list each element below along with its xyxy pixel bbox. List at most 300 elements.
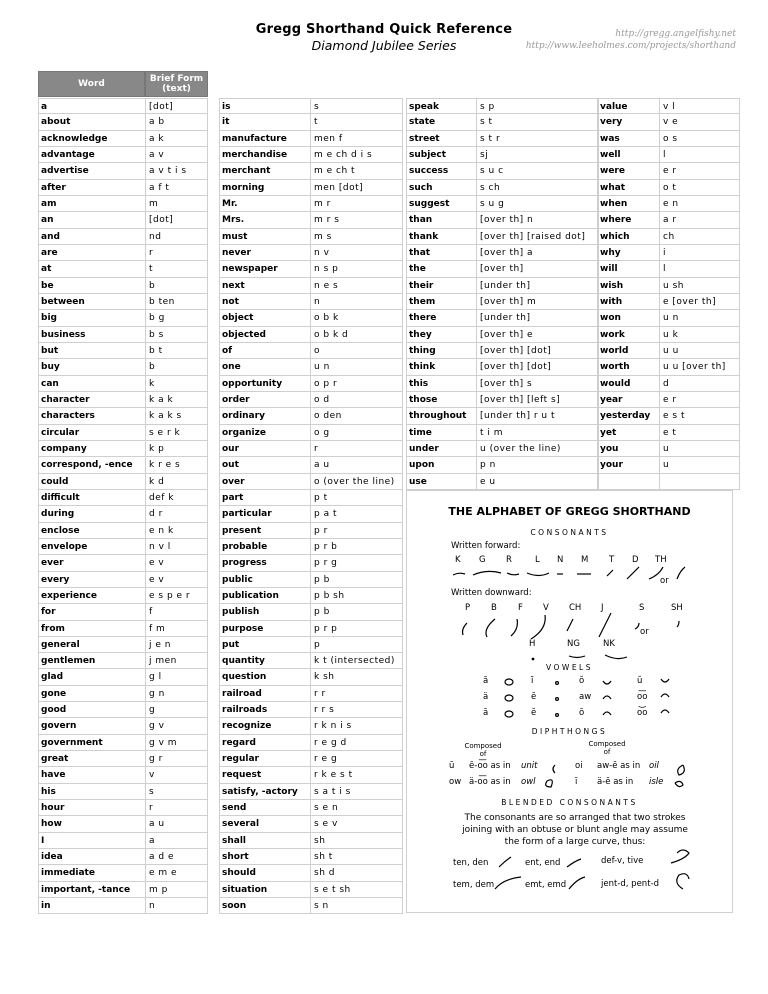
word-cell: worth [597, 359, 659, 374]
diphthongs-heading: DIPHTHONGS [531, 727, 608, 736]
stroke-s2 [677, 621, 679, 627]
brief-form-cell: e t [659, 425, 740, 440]
table-row [38, 849, 208, 865]
table-row [406, 294, 599, 310]
brief-form-cell: o g [310, 425, 403, 440]
vowel-label: ĭ [531, 676, 534, 686]
word-cell: those [406, 392, 476, 407]
table-row [597, 343, 740, 359]
word-cell: company [38, 441, 145, 456]
column-2 [219, 98, 403, 914]
brief-form-cell: o den [310, 408, 403, 423]
word-cell: was [597, 131, 659, 146]
brief-form-cell: [over th] e [476, 327, 599, 342]
table-row [38, 278, 208, 294]
word-cell: next [219, 278, 310, 293]
table-row [406, 114, 599, 130]
letter-p: P [465, 603, 471, 613]
blend-stroke-6 [677, 874, 689, 889]
table-row [38, 261, 208, 277]
word-cell: won [597, 310, 659, 325]
word-cell: acknowledge [38, 131, 145, 146]
word-cell: character [38, 392, 145, 407]
stroke-k [453, 573, 465, 575]
brief-form-cell: r k e s t [310, 767, 403, 782]
composed-of-label-2: Composed of [588, 740, 626, 756]
word-cell: Mr. [219, 196, 310, 211]
word-cell: such [406, 180, 476, 195]
table-row [219, 212, 403, 228]
table-row [597, 474, 740, 490]
brief-form-cell: a [145, 833, 208, 848]
diphthong-text: oil [649, 761, 659, 771]
brief-form-cell: s n [310, 898, 403, 913]
table-row [219, 637, 403, 653]
stroke-nk [605, 655, 627, 659]
diphthong-text: ū [449, 761, 455, 771]
table-row [597, 196, 740, 212]
word-cell: soon [219, 898, 310, 913]
table-row [38, 131, 208, 147]
word-cell: suggest [406, 196, 476, 211]
table-row [219, 572, 403, 588]
table-row [406, 98, 599, 114]
word-cell: characters [38, 408, 145, 423]
brief-form-cell: f m [145, 621, 208, 636]
vowel-label: ă [483, 676, 489, 686]
brief-form-cell: n e s [310, 278, 403, 293]
table-row [406, 180, 599, 196]
brief-form-cell: m e ch d i s [310, 147, 403, 162]
word-cell: part [219, 490, 310, 505]
brief-form-cell: i [659, 245, 740, 260]
brief-form-cell: v l [659, 99, 740, 113]
table-row [597, 245, 740, 261]
word-cell: glad [38, 669, 145, 684]
word-cell: opportunity [219, 376, 310, 391]
diphthong-text: isle [649, 777, 664, 787]
brief-form-cell: o [310, 343, 403, 358]
word-cell: send [219, 800, 310, 815]
table-row [38, 784, 208, 800]
brief-form-cell: s [145, 784, 208, 799]
word-cell: idea [38, 849, 145, 864]
word-cell: order [219, 392, 310, 407]
letter-s: S [639, 603, 645, 613]
brief-form-cell: a d e [145, 849, 208, 864]
word-cell: time [406, 425, 476, 440]
vowel-sign-i [556, 682, 559, 685]
table-row [219, 392, 403, 408]
word-cell: immediate [38, 865, 145, 880]
header-word: Word [38, 71, 145, 97]
word-cell: never [219, 245, 310, 260]
brief-form-cell: b s [145, 327, 208, 342]
word-cell: is [219, 99, 310, 113]
word-cell: buy [38, 359, 145, 374]
word-cell: their [406, 278, 476, 293]
word-cell: request [219, 767, 310, 782]
brief-form-cell: l [659, 147, 740, 162]
table-row [38, 359, 208, 375]
brief-form-cell: u n [310, 359, 403, 374]
brief-form-cell: r k n i s [310, 718, 403, 733]
stroke-g [473, 571, 501, 575]
table-row [38, 327, 208, 343]
table-header [38, 71, 208, 97]
table-row [219, 702, 403, 718]
word-cell: from [38, 621, 145, 636]
stroke-f [511, 619, 517, 636]
table-row [38, 637, 208, 653]
table-row [219, 669, 403, 685]
table-row [38, 833, 208, 849]
brief-form-cell: u n [659, 310, 740, 325]
table-row [597, 408, 740, 424]
table-row [597, 212, 740, 228]
table-row [38, 865, 208, 881]
word-cell: it [219, 114, 310, 129]
word-cell: publication [219, 588, 310, 603]
brief-form-cell: e s p e r [145, 588, 208, 603]
word-cell: a [38, 99, 145, 113]
brief-form-cell: r [310, 441, 403, 456]
brief-form-cell: l [659, 261, 740, 276]
word-cell: particular [219, 506, 310, 521]
brief-form-cell: k r e s [145, 457, 208, 472]
stroke-p [463, 623, 468, 635]
word-cell: about [38, 114, 145, 129]
blended-description: The consonants are so arranged that two strokes joining with an obtuse or blunt angle may assume the form of a large curve, thus: [462, 813, 688, 847]
brief-form-cell: p [310, 637, 403, 652]
brief-form-cell: p r b [310, 539, 403, 554]
table-row [597, 441, 740, 457]
table-row [219, 359, 403, 375]
table-row [597, 229, 740, 245]
table-row [219, 506, 403, 522]
blend-jent-pent: jent-d, pent-d [601, 879, 659, 889]
word-cell: correspond, -ence [38, 457, 145, 472]
brief-form-cell: sh [310, 833, 403, 848]
table-row [38, 147, 208, 163]
table-row [38, 474, 208, 490]
word-cell: be [38, 278, 145, 293]
diph-sign-i [675, 781, 683, 786]
table-row [219, 735, 403, 751]
written-forward-label: Written forward: [451, 541, 521, 551]
word-cell: upon [406, 457, 476, 472]
word-cell: advantage [38, 147, 145, 162]
blend-tem-dem: tem, dem [453, 880, 495, 890]
word-cell: difficult [38, 490, 145, 505]
table-row [38, 163, 208, 179]
word-cell: govern [38, 718, 145, 733]
table-row [219, 147, 403, 163]
word-cell: during [38, 506, 145, 521]
brief-form-cell: s p [476, 99, 599, 113]
table-row [38, 686, 208, 702]
vowel-label: ō [579, 708, 585, 718]
word-cell: were [597, 163, 659, 178]
brief-form-cell: b g [145, 310, 208, 325]
brief-form-cell: n v l [145, 539, 208, 554]
word-cell: very [597, 114, 659, 129]
brief-form-cell: e v [145, 555, 208, 570]
brief-form-cell: m e ch t [310, 163, 403, 178]
word-cell: where [597, 212, 659, 227]
brief-form-cell: e r [659, 392, 740, 407]
word-cell: when [597, 196, 659, 211]
brief-form-cell: g l [145, 669, 208, 684]
table-row [597, 376, 740, 392]
table-row [406, 457, 599, 473]
letter-t: T [609, 555, 615, 565]
diph-sign-u [553, 765, 555, 773]
brief-form-cell: o (over the line) [310, 474, 403, 489]
brief-form-cell: o b k [310, 310, 403, 325]
composed-of-label-1: Composed of [464, 742, 502, 758]
brief-form-cell: e [over th] [659, 294, 740, 309]
word-cell: general [38, 637, 145, 652]
column-4 [597, 98, 740, 490]
table-row [38, 245, 208, 261]
table-row [219, 229, 403, 245]
table-row [219, 196, 403, 212]
alphabet-panel [406, 490, 733, 913]
word-cell: quantity [219, 653, 310, 668]
table-row [219, 539, 403, 555]
blend-emt-emd: emt, emd [525, 880, 567, 890]
letter-m: M [581, 555, 589, 565]
table-row [219, 441, 403, 457]
table-row [597, 131, 740, 147]
table-row [38, 180, 208, 196]
table-row [406, 310, 599, 326]
word-cell: there [406, 310, 476, 325]
word-cell: thing [406, 343, 476, 358]
table-row [38, 653, 208, 669]
table-row [219, 653, 403, 669]
table-row [597, 294, 740, 310]
table-row [597, 457, 740, 473]
table-row [219, 98, 403, 114]
word-cell: envelope [38, 539, 145, 554]
table-row [219, 588, 403, 604]
table-row [597, 327, 740, 343]
table-row [219, 425, 403, 441]
table-row [219, 310, 403, 326]
brief-form-cell: [under th] r u t [476, 408, 599, 423]
word-cell: recognize [219, 718, 310, 733]
table-row [219, 376, 403, 392]
brief-form-cell: a r [659, 212, 740, 227]
table-row [219, 131, 403, 147]
brief-form-cell: m r s [310, 212, 403, 227]
word-cell: street [406, 131, 476, 146]
brief-form-cell: n [310, 294, 403, 309]
table-row [219, 245, 403, 261]
table-row [597, 180, 740, 196]
word-cell: well [597, 147, 659, 162]
word-cell: advertise [38, 163, 145, 178]
word-cell: manufacture [219, 131, 310, 146]
table-row [38, 229, 208, 245]
word-cell: enclose [38, 523, 145, 538]
brief-form-cell: u [659, 457, 740, 472]
table-row [219, 114, 403, 130]
word-cell: an [38, 212, 145, 227]
vowel-sign-u3 [661, 710, 669, 713]
word-cell: gone [38, 686, 145, 701]
table-row [597, 163, 740, 179]
word-cell: satisfy, -actory [219, 784, 310, 799]
word-cell: why [597, 245, 659, 260]
diphthong-text: ē-o͞o as in [469, 761, 511, 771]
table-row [219, 882, 403, 898]
table-row [406, 408, 599, 424]
brief-form-cell: k a k [145, 392, 208, 407]
table-row [219, 408, 403, 424]
table-row [219, 457, 403, 473]
brief-form-cell: g [145, 702, 208, 717]
table-row [597, 278, 740, 294]
diph-sign-oi [678, 765, 685, 775]
brief-form-cell: o d [310, 392, 403, 407]
table-row [38, 718, 208, 734]
stroke-d [627, 567, 639, 579]
blended-heading: BLENDED CONSONANTS [501, 798, 638, 807]
word-cell: hour [38, 800, 145, 815]
column-1 [38, 98, 208, 914]
vowel-label: ŏ [579, 676, 585, 686]
brief-form-cell: o b k d [310, 327, 403, 342]
blend-def-tive: def-v, tive [601, 856, 644, 866]
brief-form-cell: u u [659, 343, 740, 358]
vowel-label: ŭ [637, 676, 643, 686]
link-gregg[interactable]: http://gregg.angelfishy.net [615, 29, 736, 39]
diph-sign-ow [546, 780, 553, 787]
word-cell: year [597, 392, 659, 407]
blend-stroke-3 [671, 850, 689, 863]
brief-form-cell: d r [145, 506, 208, 521]
brief-form-cell: j e n [145, 637, 208, 652]
table-row [219, 865, 403, 881]
letter-n: N [557, 555, 564, 565]
brief-form-cell: u sh [659, 278, 740, 293]
stroke-r [507, 573, 519, 575]
brief-form-cell: r r [310, 686, 403, 701]
word-cell: which [597, 229, 659, 244]
brief-form-cell: k [145, 376, 208, 391]
table-row [38, 816, 208, 832]
brief-form-cell: m s [310, 229, 403, 244]
brief-form-cell: r [145, 800, 208, 815]
word-cell: question [219, 669, 310, 684]
word-cell: state [406, 114, 476, 129]
page-subtitle: Diamond Jubilee Series [311, 38, 457, 53]
letter-b: B [491, 603, 497, 613]
table-row [406, 343, 599, 359]
word-cell: business [38, 327, 145, 342]
stroke-j [599, 613, 611, 637]
shorthand-strokes [407, 491, 734, 914]
table-row [597, 147, 740, 163]
table-row [219, 555, 403, 571]
table-row [38, 702, 208, 718]
word-cell: every [38, 572, 145, 587]
word-cell: world [597, 343, 659, 358]
word-cell: morning [219, 180, 310, 195]
table-row [38, 882, 208, 898]
stroke-l [527, 573, 549, 576]
word-cell: them [406, 294, 476, 309]
brief-form-cell: m p [145, 882, 208, 897]
table-row [38, 425, 208, 441]
vowel-sign-e1 [556, 698, 559, 701]
table-row [38, 212, 208, 228]
brief-form-cell: s e v [310, 816, 403, 831]
word-cell: in [38, 898, 145, 913]
word-cell: work [597, 327, 659, 342]
table-row [219, 163, 403, 179]
letter-j: J [601, 603, 604, 613]
link-leeholmes[interactable]: http://www.leeholmes.com/projects/shorthand [525, 41, 736, 51]
word-cell: newspaper [219, 261, 310, 276]
table-row [38, 441, 208, 457]
word-cell: probable [219, 539, 310, 554]
word-cell: what [597, 180, 659, 195]
word-cell: for [38, 604, 145, 619]
blend-stroke-4 [495, 877, 521, 889]
brief-form-cell: d [659, 376, 740, 391]
stroke-b [486, 619, 495, 637]
brief-form-cell: p t [310, 490, 403, 505]
diphthong-text: ä-ē as in [597, 777, 634, 787]
brief-form-cell: s ch [476, 180, 599, 195]
word-cell: between [38, 294, 145, 309]
word-cell: important, -tance [38, 882, 145, 897]
header-brief-form: Brief Form (text) [145, 71, 208, 97]
brief-form-cell: def k [145, 490, 208, 505]
brief-form-cell: r [145, 245, 208, 260]
table-row [406, 147, 599, 163]
diphthong-text: owl [521, 777, 536, 787]
brief-form-cell: r e g d [310, 735, 403, 750]
table-row [406, 229, 599, 245]
vowel-sign-o3 [603, 712, 611, 715]
brief-form-cell: ch [659, 229, 740, 244]
word-cell: under [406, 441, 476, 456]
brief-form-cell: a v t i s [145, 163, 208, 178]
table-row [38, 572, 208, 588]
brief-form-cell: o p r [310, 376, 403, 391]
stroke-s1 [635, 623, 639, 629]
table-row [406, 278, 599, 294]
brief-form-cell: [dot] [145, 212, 208, 227]
table-row [38, 196, 208, 212]
word-cell: gentlemen [38, 653, 145, 668]
table-row [38, 376, 208, 392]
stroke-ng [569, 656, 585, 658]
table-row [597, 98, 740, 114]
table-row [597, 261, 740, 277]
vowel-label: ĕ [531, 708, 537, 718]
word-cell: put [219, 637, 310, 652]
letter-d: D [632, 555, 639, 565]
brief-form-cell: men f [310, 131, 403, 146]
brief-form-cell: [over th] [raised dot] [476, 229, 599, 244]
table-row [406, 245, 599, 261]
